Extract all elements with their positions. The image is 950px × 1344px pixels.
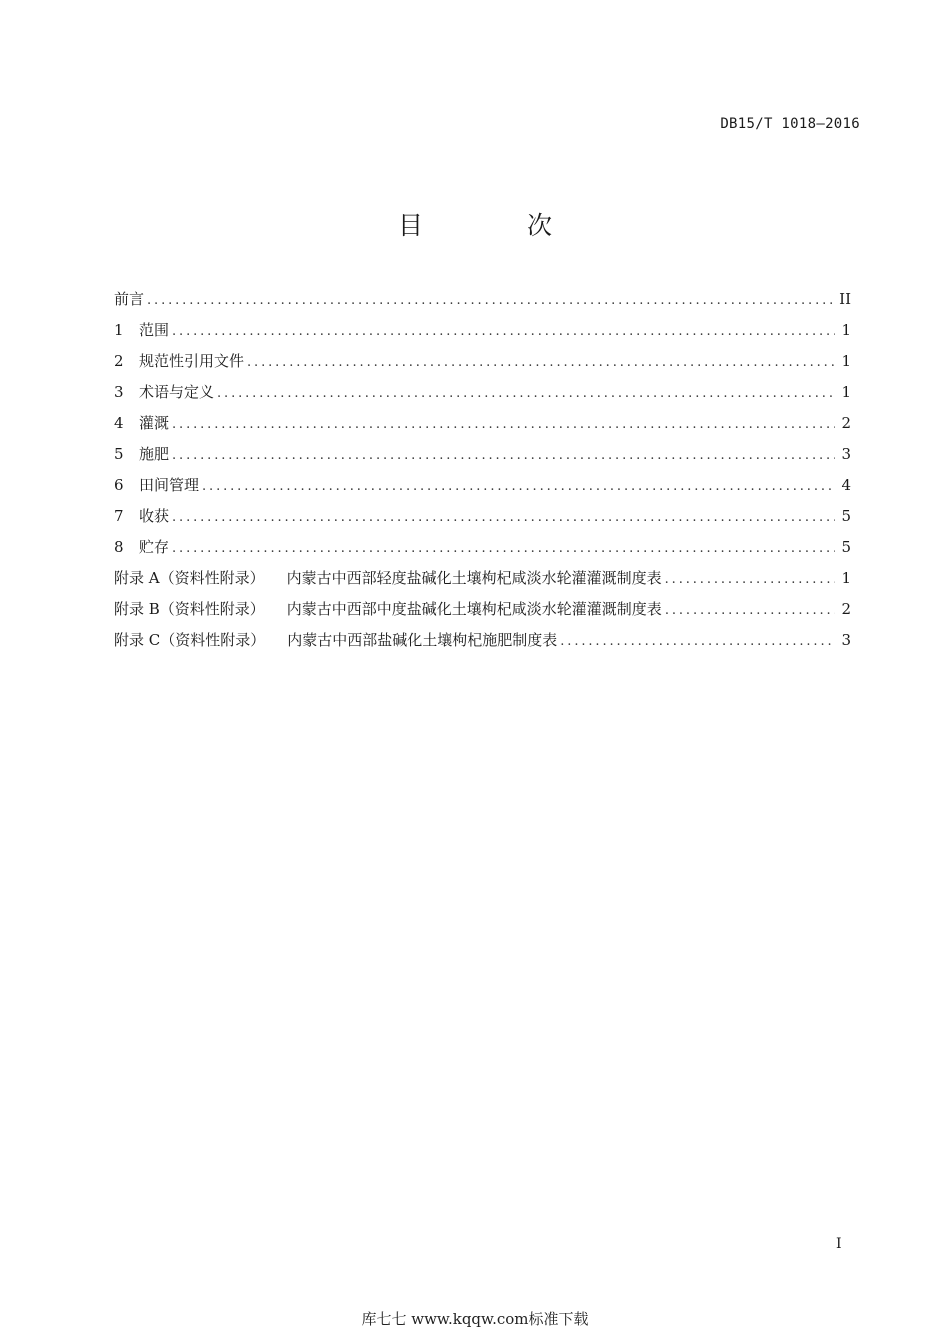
toc-entry-page: 2 xyxy=(841,414,851,432)
toc-appendix-label: 附录 C（资料性附录） xyxy=(114,631,266,649)
toc-entry-text: 贮存 xyxy=(139,538,170,556)
toc-entry-section[interactable] xyxy=(114,472,851,503)
toc-entry-text: 内蒙古中西部轻度盐碱化土壤枸杞咸淡水轮灌灌溉制度表 xyxy=(286,569,662,587)
toc-entry-appendix[interactable] xyxy=(114,627,851,658)
toc-leader-dots xyxy=(665,567,835,593)
toc-entry-text: 收获 xyxy=(139,507,170,525)
toc-leader-dots xyxy=(217,381,835,407)
toc-entry-section[interactable] xyxy=(114,441,851,472)
toc-entry-text: 田间管理 xyxy=(139,476,200,494)
footer-watermark: 库七七 www.kqqw.com标准下载 xyxy=(361,1310,589,1328)
toc-entry-text: 内蒙古中西部盐碱化土壤枸杞施肥制度表 xyxy=(287,631,558,649)
toc-entry-page: 1 xyxy=(841,352,851,370)
toc-appendix-label: 附录 B（资料性附录） xyxy=(114,600,265,618)
toc-leader-dots xyxy=(172,443,835,469)
toc-entry-page: 1 xyxy=(841,321,851,339)
toc-entry-text: 前言 xyxy=(114,290,145,308)
toc-entry-page: 1 xyxy=(841,383,851,401)
toc-entry-page: 3 xyxy=(841,445,851,463)
toc-entry-number: 5 xyxy=(114,445,124,463)
toc-entry-number: 3 xyxy=(114,383,124,401)
table-of-contents xyxy=(114,286,851,658)
toc-entry-number: 8 xyxy=(114,538,124,556)
toc-leader-dots xyxy=(172,319,835,345)
toc-leader-dots xyxy=(147,288,833,314)
toc-entry-text: 灌溉 xyxy=(139,414,170,432)
toc-entry-page: 1 xyxy=(841,569,851,587)
toc-entry-page: 5 xyxy=(841,538,851,556)
toc-appendix-label: 附录 A（资料性附录） xyxy=(114,569,265,587)
toc-entry-text: 施肥 xyxy=(139,445,170,463)
toc-entry-number: 7 xyxy=(114,507,124,525)
toc-entry-section[interactable] xyxy=(114,379,851,410)
toc-entry-appendix[interactable] xyxy=(114,565,851,596)
toc-leader-dots xyxy=(202,474,835,500)
toc-entry-section[interactable] xyxy=(114,348,851,379)
toc-entry-section[interactable] xyxy=(114,317,851,348)
toc-entry-number: 1 xyxy=(114,321,124,339)
toc-entry-number: 4 xyxy=(114,414,124,432)
toc-entry-page: 4 xyxy=(841,476,851,494)
toc-leader-dots xyxy=(172,536,835,562)
toc-entry-page: II xyxy=(839,290,851,308)
toc-entry-text: 内蒙古中西部中度盐碱化土壤枸杞咸淡水轮灌灌溉制度表 xyxy=(286,600,662,618)
toc-leader-dots xyxy=(247,350,835,376)
page-number: I xyxy=(836,1236,842,1252)
toc-entry-number: 6 xyxy=(114,476,124,494)
standard-code: DB15/T 1018—2016 xyxy=(720,116,860,132)
toc-entry-text: 范围 xyxy=(139,321,170,339)
toc-leader-dots xyxy=(172,412,835,438)
toc-leader-dots xyxy=(665,598,835,624)
toc-entry-page: 3 xyxy=(841,631,851,649)
toc-entry-text: 规范性引用文件 xyxy=(139,352,245,370)
toc-entry-section[interactable] xyxy=(114,410,851,441)
toc-entry-section[interactable] xyxy=(114,503,851,534)
toc-entry-number: 2 xyxy=(114,352,124,370)
toc-entry-preface[interactable] xyxy=(114,286,851,317)
toc-entry-section[interactable] xyxy=(114,534,851,565)
toc-leader-dots xyxy=(172,505,835,531)
toc-entry-appendix[interactable] xyxy=(114,596,851,627)
toc-leader-dots xyxy=(560,629,835,655)
toc-entry-page: 2 xyxy=(841,600,851,618)
page-title: 目 次 xyxy=(398,211,600,240)
toc-entry-text: 术语与定义 xyxy=(139,383,215,401)
toc-entry-page: 5 xyxy=(841,507,851,525)
